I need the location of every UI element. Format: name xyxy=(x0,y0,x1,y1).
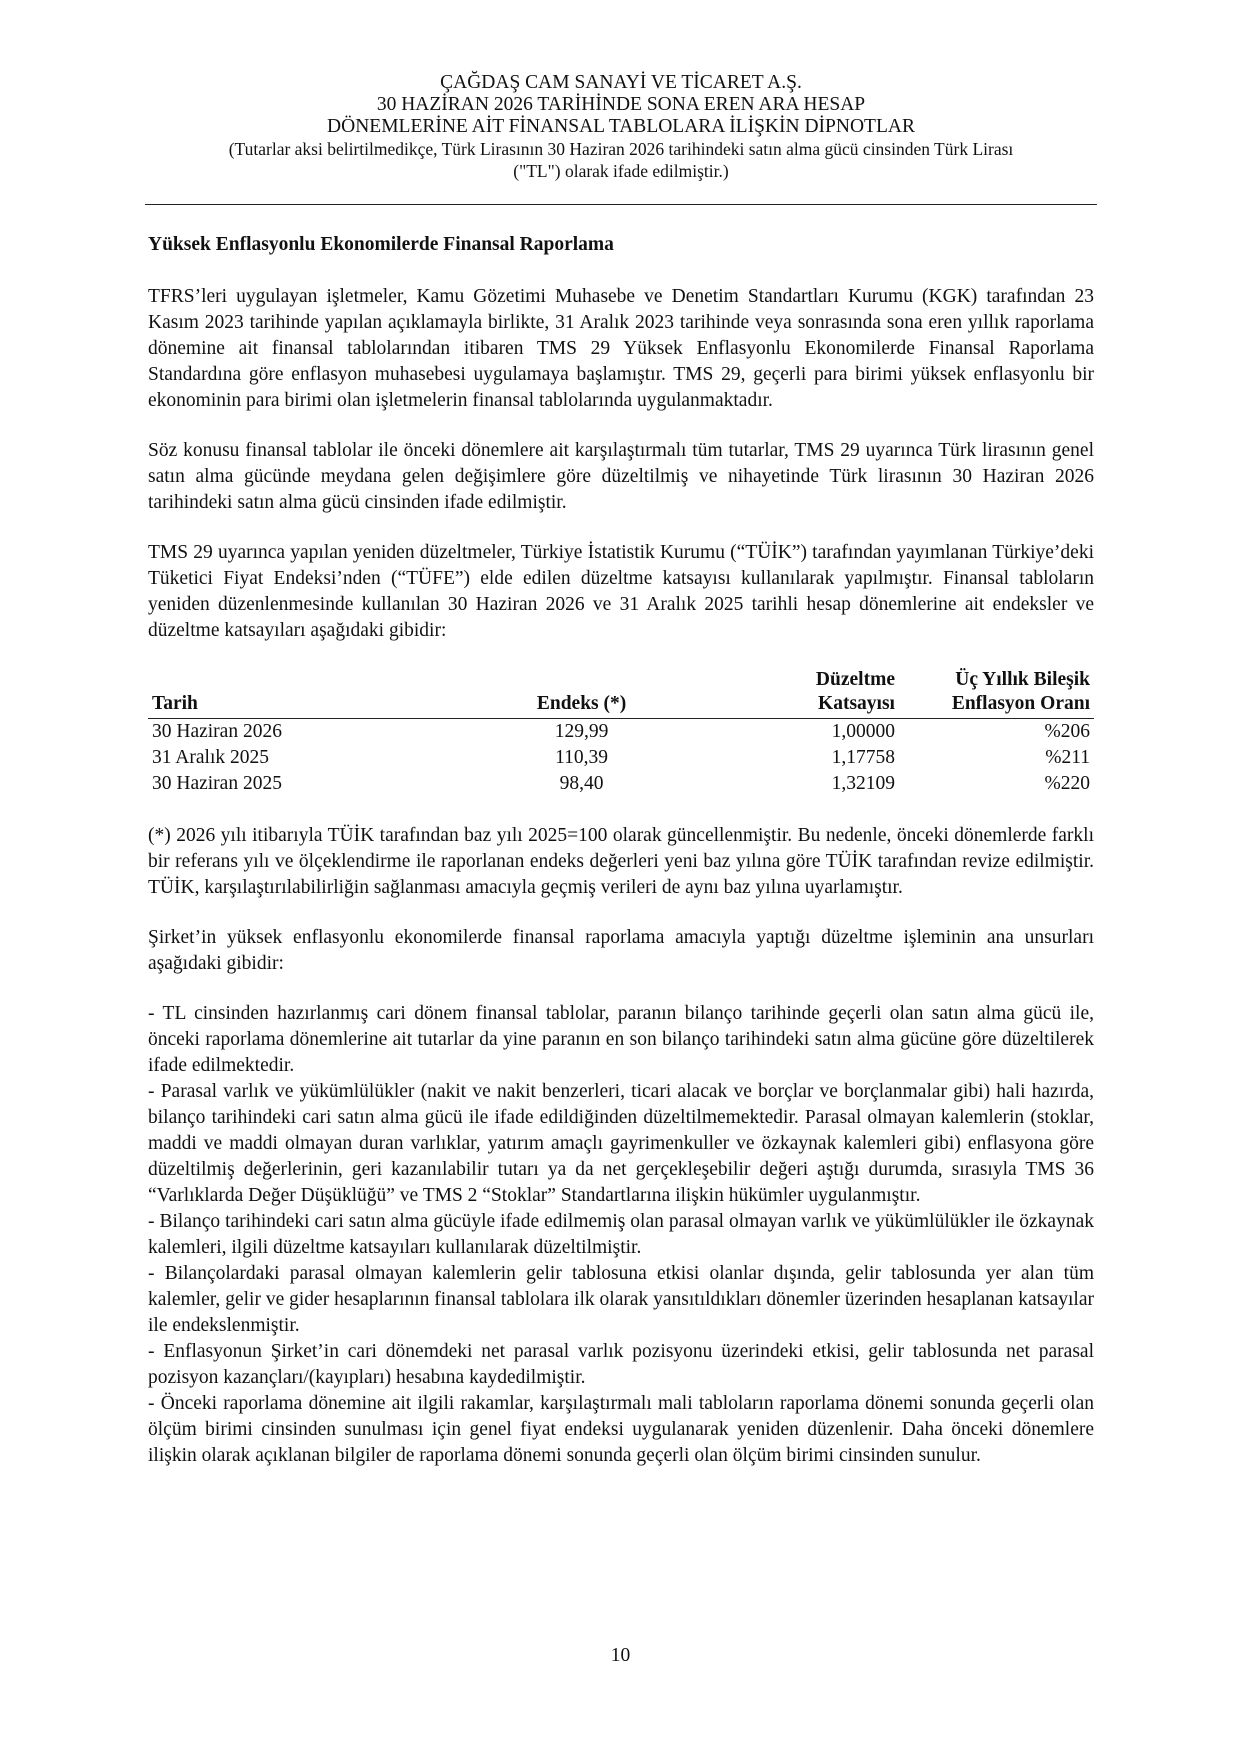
report-title-line-1: 30 HAZİRAN 2026 TARİHİNDE SONA EREN ARA HESAP xyxy=(376,94,866,115)
table-row xyxy=(148,771,1094,797)
index-table xyxy=(148,668,1094,797)
list-item: - Önceki raporlama dönemine ait ilgili rakamlar, karşılaştırmalı mali tabloların raporlama dönemi sonunda geçerli olan ölçüm birimi cinsinden sunulması için genel fiyat endeksi uygulanarak yeniden düzenlenir. Daha önceki dönemlere ilişkin olarak açıklanan bilgiler de raporlama dönemi sonunda geçerli olan ölçüm birimi cinsinden sunulur. xyxy=(148,1393,1094,1466)
header-coefficient: Düzeltme Katsayısı xyxy=(724,668,899,719)
table-row xyxy=(148,719,1094,746)
paragraph-index-intro: TMS 29 uyarınca yapılan yeniden düzeltmeler, Türkiye İstatistik Kurumu (“TÜİK”) tarafından yayımlanan Türkiye’deki Tüketici Fiyat Endeksi’nden (“TÜFE”) elde edilen düzeltme katsayısı kullanılarak yapılmıştır. Finansal tabloların yeniden düzenlenmesinde kullanılan 30 Haziran 2026 ve 31 Aralık 2025 tarihli hesap dönemlerine ait endeksler ve düzeltme katsayıları aşağıdaki gibidir: xyxy=(148,542,1094,641)
header-index: Endeks (*) xyxy=(440,668,724,719)
cell-coefficient: 1,17758 xyxy=(831,747,895,768)
cell-date: 31 Aralık 2025 xyxy=(152,747,269,768)
cell-inflation-rate: %206 xyxy=(1044,721,1090,742)
paragraph-tms29-adoption: TFRS’leri uygulayan işletmeler, Kamu Gözetimi Muhasebe ve Denetim Standartları Kurumu (KGK) tarafından 23 Kasım 2023 tarihinde yapılan açıklamayla birlikte, 31 Aralık 2023 tarihinde veya sonrasında sona eren yıllık raporlama dönemine ait finansal tablolarından itibaren TMS 29 Yüksek Enflasyonlu Ekonomilerde Finansal Raporlama Standardına göre enflasyon muhasebesi uygulamaya başlamıştır. TMS 29, geçerli para birimi yüksek enflasyonlu bir ekonominin para birimi olan işletmelerin finansal tablolarında uygulanmaktadır. xyxy=(148,286,1094,411)
cell-inflation-rate: %211 xyxy=(1045,747,1090,768)
cell-inflation-rate: %220 xyxy=(1044,773,1090,794)
cell-coefficient: 1,32109 xyxy=(831,773,895,794)
table-header-row xyxy=(148,668,1094,719)
principles-list xyxy=(148,1001,1094,1469)
page-number: 10 xyxy=(610,1645,631,1666)
currency-note-line-2: ("TL") olarak ifade edilmiştir.) xyxy=(513,161,729,181)
page-header xyxy=(145,72,1097,182)
header-inflation-rate: Üç Yıllık Bileşik Enflasyon Oranı xyxy=(899,668,1094,719)
paragraph-footnote: (*) 2026 yılı itibarıyla TÜİK tarafından baz yılı 2025=100 olarak güncellenmiştir. Bu nedenle, önceki dönemlerde farklı bir referans yılı ve ölçeklendirme ile raporlanan endeks değerleri yeni baz yılına göre TÜİK tarafından revize edilmiştir. TÜİK, karşılaştırılabilirliğin sağlanması amacıyla geçmiş verileri de aynı baz yılına uyarlamıştır. xyxy=(148,825,1094,898)
list-item: - Parasal varlık ve yükümlülükler (nakit ve nakit benzerleri, ticari alacak ve borçlar ve borçlanmalar gibi) hali hazırda, bilanço tarihindeki cari satın alma gücü ile ifade edildiğinden düzeltilmemektedir. Parasal olmayan kalemlerin (stoklar, maddi ve maddi olmayan duran varlıklar, yatırım amaçlı gayrimenkuller ve özkaynak kalemleri gibi) enflasyona göre düzeltilmiş değerlerinin, geri kazanılabilir tutarı ya da net gerçekleşebilir değeri aştığı durumda, sırasıyla TMS 36 “Varlıklarda Değer Düşüklüğü” ve TMS 2 “Stoklar” Standartlarına ilişkin hükümler uygulanmıştır. xyxy=(148,1081,1094,1206)
cell-date: 30 Haziran 2026 xyxy=(152,721,282,742)
list-item: - Enflasyonun Şirket’in cari dönemdeki net parasal varlık pozisyonu üzerindeki etkisi, gelir tablosunda net parasal pozisyon kazançları/(kayıpları) hesabına kaydedilmiştir. xyxy=(148,1341,1094,1388)
cell-index: 98,40 xyxy=(559,773,604,794)
list-item: - TL cinsinden hazırlanmış cari dönem finansal tablolar, paranın bilanço tarihinde geçerli olan satın alma gücü ile, önceki raporlama dönemlerine ait tutarlar da yine paranın en son bilanço tarihindeki satın alma gücüne göre düzeltilerek ifade edilmektedir. xyxy=(148,1003,1094,1076)
list-item: - Bilanço tarihindeki cari satın alma gücüyle ifade edilmemiş olan parasal olmayan varlık ve yükümlülükler ile özkaynak kalemleri, ilgili düzeltme katsayıları kullanılarak düzeltilmiştir. xyxy=(148,1211,1094,1258)
paragraph-restatement: Söz konusu finansal tablolar ile önceki dönemlere ait karşılaştırmalı tüm tutarlar, TMS 29 uyarınca Türk lirasının genel satın alma gücünde meydana gelen değişimlere göre düzeltilmiş ve nihayetinde Türk lirasının 30 Haziran 2026 tarihindeki satın alma gücü cinsinden ifade edilmiştir. xyxy=(148,440,1094,513)
cell-index: 129,99 xyxy=(554,721,609,742)
section-title: Yüksek Enflasyonlu Ekonomilerde Finansal Raporlama xyxy=(148,234,614,255)
list-item: - Bilançolardaki parasal olmayan kalemlerin gelir tablosuna etkisi olanlar dışında, gelir tablosunda yer alan tüm kalemler, gelir ve gider hesaplarının finansal tablolara ilk olarak yansıtıldıkları dönemler üzerinden hesaplanan katsayılar ile endekslenmiştir. xyxy=(148,1263,1094,1336)
table-row xyxy=(148,745,1094,771)
paragraph-principles-intro: Şirket’in yüksek enflasyonlu ekonomilerde finansal raporlama amacıyla yaptığı düzeltme işleminin ana unsurları aşağıdaki gibidir: xyxy=(148,927,1094,974)
header-date: Tarih xyxy=(148,668,440,719)
header-divider xyxy=(145,204,1097,205)
cell-coefficient: 1,00000 xyxy=(831,721,895,742)
cell-date: 30 Haziran 2025 xyxy=(152,773,282,794)
cell-index: 110,39 xyxy=(555,747,608,768)
company-name: ÇAĞDAŞ CAM SANAYİ VE TİCARET A.Ş. xyxy=(440,72,802,93)
currency-note-line-1: (Tutarlar aksi belirtilmedikçe, Türk Lirasının 30 Haziran 2026 tarihindeki satın alma gücü cinsinden Türk Lirası xyxy=(228,139,1014,159)
report-title-line-2: DÖNEMLERİNE AİT FİNANSAL TABLOLARA İLİŞKİN DİPNOTLAR xyxy=(327,116,915,137)
page-body xyxy=(148,232,1094,1469)
